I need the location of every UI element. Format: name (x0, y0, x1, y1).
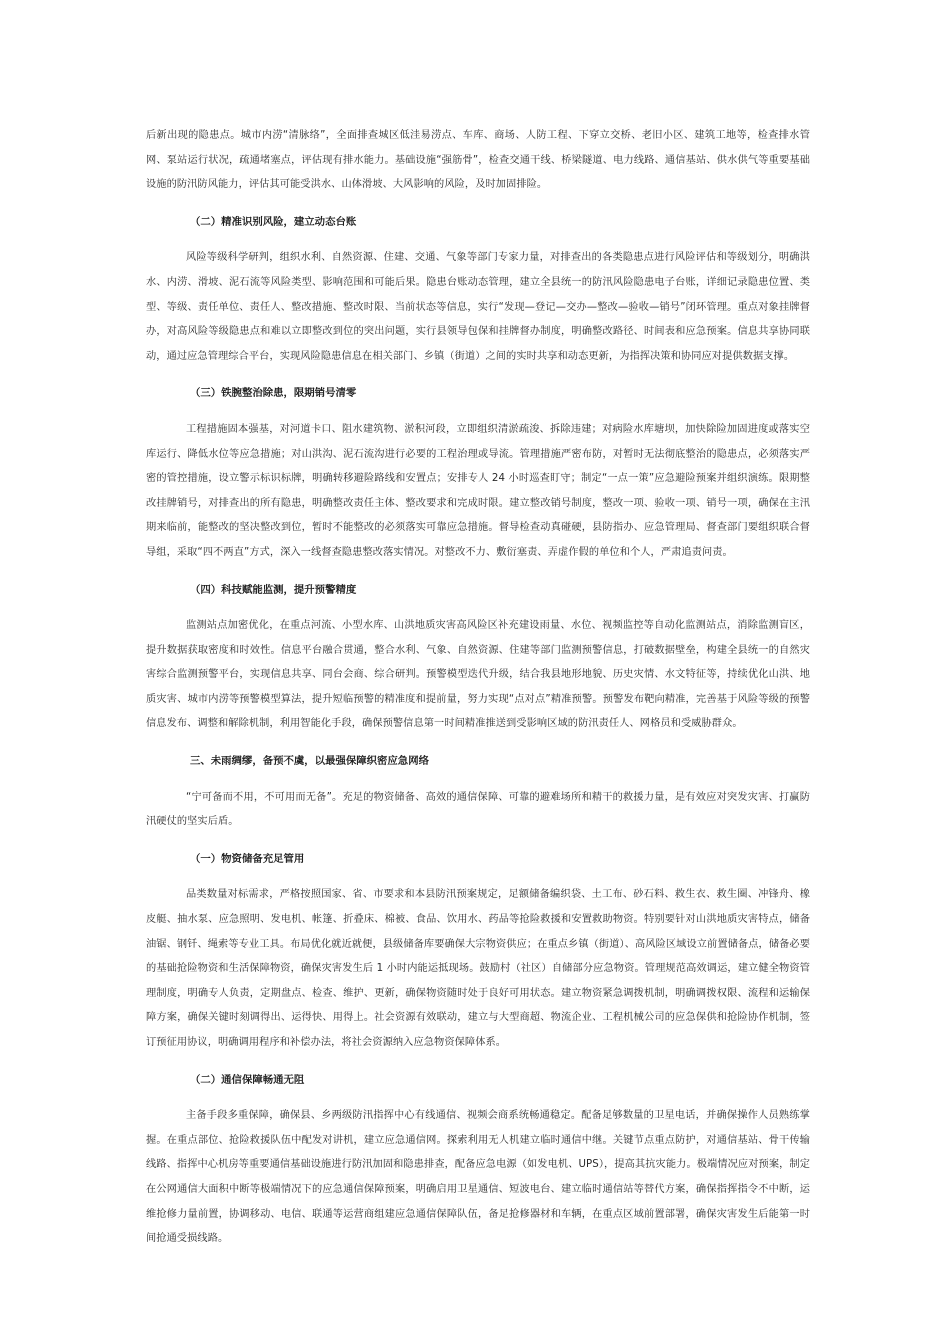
paragraph-preparedness-intro: “宁可备而不用，不可用而无备”。充足的物资储备、高效的通信保障、可靠的避难场所和精干的救援力量，是有效应对突发灾害、打赢防汛硬仗的坚实后盾。 (146, 791, 810, 828)
paragraph-risk-ledger: 风险等级科学研判，组织水利、自然资源、住建、交通、气象等部门专家力量，对排查出的各类隐患点进行风险评估和等级划分，明确洪水、内涝、滑坡、泥石流等风险类型、影响范围和可能后果。隐患台账动态管理，建立全县统一的防汛风险隐患电子台账，详细记录隐患位置、类型、等级、责任单位、责任人、整改措施、整改时限、当前状态等信息，实行“发现—登记—交办—整改—验收—销号”闭环管理。重点对象挂牌督办，对高风险等级隐患点和难以立即整改到位的突出问题，实行县领导包保和挂牌督办制度，明确整改路径、时间表和应急预案。信息共享协同联动，通过应急管理综合平台，实现风险隐患信息在相关部门、乡镇（街道）之间的实时共享和动态更新，为指挥决策和协同应对提供数据支撑。 (146, 252, 810, 362)
document-body (146, 124, 810, 1252)
section-heading-3: 三、未雨绸缪，备预不虞，以最强保障织密应急网络 (190, 755, 429, 768)
paragraph-material-reserve: 品类数量对标需求，严格按照国家、省、市要求和本县防汛预案规定，足额储备编织袋、土工布、砂石料、救生衣、救生圈、冲锋舟、橡皮艇、抽水泵、应急照明、发电机、帐篷、折叠床、棉被、食品、饮用水、药品等抢险救援和安置救助物资。特别要针对山洪地质灾害特点，储备油锯、钢钎、绳索等专业工具。布局优化就近就便，县级储备库要确保大宗物资供应；在重点乡镇（街道）、高风险区域设立前置储备点，储备必要的基础抢险物资和生活保障物资，确保灾害发生后 1 小时内能运抵现场。鼓励村（社区）自储部分应急物资。管理规范高效调运，建立健全物资管理制度，明确专人负责，定期盘点、检查、维护、更新，确保物资随时处于良好可用状态。建立物资紧急调拨机制，明确调拨权限、流程和运输保障方案，确保关键时刻调得出、运得快、用得上。社会资源有效联动，建立与大型商超、物流企业、工程机械公司的应急保供和抢险协作机制，签订预征用协议，明确调用程序和补偿办法，将社会资源纳入应急物资保障体系。 (146, 889, 810, 1048)
paragraph-remediation: 工程措施固本强基，对河道卡口、阻水建筑物、淤积河段，立即组织清淤疏浚、拆除违建；对病险水库塘坝，加快除险加固进度或落实空库运行、降低水位等应急措施；对山洪沟、泥石流沟进行必要的工程治理或导流。管理措施严密布防，对暂时无法彻底整治的隐患点，必须落实严密的管控措施，设立警示标识标牌，明确转移避险路线和安置点；安排专人 24 小时巡查盯守；制定“一点一策”应急避险预案并组织演练。限期整改挂牌销号，对排查出的所有隐患，明确整改责任主体、整改要求和完成时限。建立整改销号制度，整改一项、验收一项、销号一项，确保在主汛期来临前，能整改的坚决整改到位，暂时不能整改的必须落实可靠应急措施。督导检查动真碰硬，县防指办、应急管理局、督查部门要组织联合督导组，采取“四不两直”方式，深入一线督查隐患整改落实情况。对整改不力、敷衍塞责、弄虚作假的单位和个人，严肃追责问责。 (146, 423, 810, 558)
paragraph-infrastructure-check: 后新出现的隐患点。城市内涝“清脉络”，全面排查城区低洼易涝点、车库、商场、人防工程、下穿立交桥、老旧小区、建筑工地等，检查排水管网、泵站运行状况，疏通堵塞点，评估现有排水能力。基础设施“强筋骨”，检查交通干线、桥梁隧道、电力线路、通信基站、供水供气等重要基础设施的防汛防风能力，评估其可能受洪水、山体滑坡、大风影响的风险，及时加固排险。 (146, 130, 810, 191)
section-heading-3-2: （二）通信保障畅通无阻 (190, 1073, 305, 1086)
paragraph-monitoring: 监测站点加密优化，在重点河流、小型水库、山洪地质灾害高风险区补充建设雨量、水位、视频监控等自动化监测站点，消除监测盲区，提升数据获取密度和时效性。信息平台融合贯通，整合水利、气象、自然资源、住建等部门监测预警信息，打破数据壁垒，构建全县统一的自然灾害综合监测预警平台，实现信息共享、同台会商、综合研判。预警模型迭代升级，结合我县地形地貌、历史灾情、水文特征等，持续优化山洪、地质灾害、城市内涝等预警模型算法，提升短临预警的精准度和提前量，努力实现“点对点”精准预警。预警发布靶向精准，完善基于风险等级的预警信息发布、调整和解除机制，利用智能化手段，确保预警信息第一时间精准推送到受影响区域的防汛责任人、网格员和受威胁群众。 (146, 620, 810, 730)
section-heading-2-2: （二）精准识别风险，建立动态台账 (190, 215, 357, 228)
paragraph-communication: 主备手段多重保障，确保县、乡两级防汛指挥中心有线通信、视频会商系统畅通稳定。配备足够数量的卫星电话，并确保操作人员熟练掌握。在重点部位、抢险救援队伍中配发对讲机，建立应急通信网。探索利用无人机建立临时通信中继。关键节点重点防护，对通信基站、骨干传输线路、指挥中心机房等重要通信基础设施进行防汛加固和隐患排查，配备应急电源（如发电机、UPS），提高其抗灾能力。极端情况应对预案，制定在公网通信大面积中断等极端情况下的应急通信保障预案，明确启用卫星通信、短波电台、建立临时通信站等替代方案，确保指挥指令不中断，运维抢修力量前置，协调移动、电信、联通等运营商组建应急通信保障队伍，备足抢修器材和车辆，在重点区域前置部署，确保灾害发生后能第一时间抢通受损线路。 (146, 1110, 810, 1245)
section-heading-2-3: （三）铁腕整治除患，限期销号清零 (190, 387, 357, 400)
section-heading-2-4: （四）科技赋能监测，提升预警精度 (190, 583, 357, 596)
section-heading-3-1: （一）物资储备充足管用 (190, 852, 305, 865)
